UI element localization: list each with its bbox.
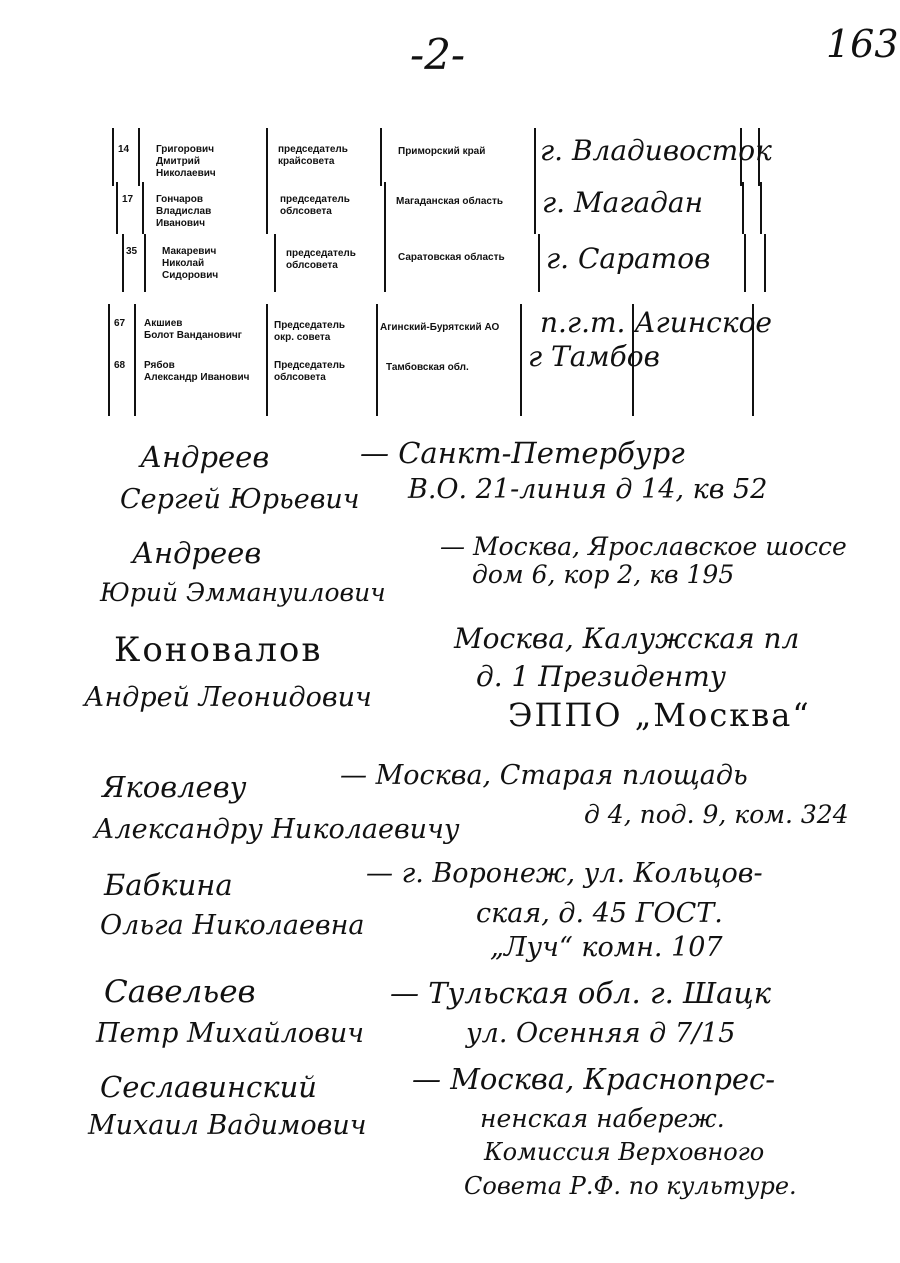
entry-address-line2: д 4, под. 9, ком. 324 <box>584 800 849 829</box>
entry-address-line2: ненская набереж. <box>480 1104 725 1133</box>
row-number: 14 <box>118 144 130 155</box>
position-title: Председатель облсовета <box>274 360 346 383</box>
entry-name-line1: Бабкина <box>104 868 233 902</box>
entry-address-line2: В.О. 21-линия д 14, кв 52 <box>408 474 768 505</box>
entry-name-line2: Александру Николаевичу <box>94 814 460 845</box>
position-title: председатель облсовета <box>280 194 350 217</box>
entry-address-line1: — Москва, Ярославское шоссе <box>440 532 847 561</box>
entry-name-line2: Юрий Эммануилович <box>100 578 386 607</box>
row-number: 67 <box>114 318 126 329</box>
city-handwritten: п.г.т. Агинское <box>540 306 772 339</box>
entry-address-line1: — Санкт-Петербург <box>360 436 685 470</box>
entry-address-line1: — Москва, Старая площадь <box>340 760 748 791</box>
entry-name-line1: Андреев <box>132 536 262 570</box>
entry-address-line2: д. 1 Президенту <box>476 660 727 693</box>
row-number: 35 <box>126 246 138 257</box>
person-name: Григорович Дмитрий Николаевич <box>156 144 216 179</box>
region: Приморский край <box>398 146 486 157</box>
city-handwritten: г Тамбов <box>528 340 660 373</box>
table-block <box>108 304 772 416</box>
entry-address-line4: Совета Р.Ф. по культуре. <box>464 1172 797 1200</box>
page-number: -2- <box>410 30 466 79</box>
entry-name-line2: Ольга Николаевна <box>100 910 365 941</box>
entry-name-line2: Петр Михайлович <box>96 1018 365 1049</box>
position-title: председатель облсовета <box>286 248 356 271</box>
entry-name-line1: Яковлеву <box>102 770 247 804</box>
entry-name-line2: Михаил Вадимович <box>88 1110 367 1141</box>
entry-name-line1: Андреев <box>140 440 270 474</box>
position-title: председатель крайсовета <box>278 144 348 167</box>
row-number: 17 <box>122 194 134 205</box>
table-row <box>122 234 772 292</box>
entry-name-line1: Коновалов <box>114 630 323 670</box>
entry-address-line2: ул. Осенняя д 7/15 <box>466 1018 736 1049</box>
table-row <box>116 182 766 234</box>
entry-name-line2: Андрей Леонидович <box>84 682 372 713</box>
folio-number: 163 <box>826 22 899 66</box>
person-name: Гончаров Владислав Иванович <box>156 194 212 229</box>
table-row <box>112 128 772 186</box>
region: Саратовская область <box>398 252 505 263</box>
entry-name-line1: Савельев <box>104 974 256 1010</box>
entry-address-line2: дом 6, кор 2, кв 195 <box>472 560 735 589</box>
entry-address-line1: — Москва, Краснопрес- <box>412 1062 776 1096</box>
region: Магаданская область <box>396 196 503 207</box>
entry-address-line1: Москва, Калужская пл <box>454 622 800 655</box>
region: Тамбовская обл. <box>386 362 469 373</box>
entry-address-line3: „Луч“ комн. 107 <box>490 932 723 963</box>
entry-address-line2: ская, д. 45 ГОСТ. <box>476 898 723 929</box>
row-number: 68 <box>114 360 126 371</box>
person-name: Рябов Александр Иванович <box>144 360 250 383</box>
entry-address-line1: — Тульская обл. г. Шацк <box>390 976 771 1010</box>
city-handwritten: г. Саратов <box>546 242 711 275</box>
entry-name-line2: Сергей Юрьевич <box>120 484 360 515</box>
entry-address-line3: ЭППО „Москва“ <box>508 696 811 734</box>
person-name: Акшиев Болот Вандановичг <box>144 318 242 341</box>
position-title: Председатель окр. совета <box>274 320 346 343</box>
region: Агинский-Бурятский АО <box>380 322 500 333</box>
entry-address-line1: — г. Воронеж, ул. Кольцов- <box>366 858 763 889</box>
city-handwritten: г. Владивосток <box>540 134 772 167</box>
entry-address-line3: Комиссия Верховного <box>484 1138 765 1166</box>
city-handwritten: г. Магадан <box>542 186 704 219</box>
entry-name-line1: Сеславинский <box>100 1070 317 1104</box>
person-name: Макаревич Николай Сидорович <box>162 246 219 281</box>
